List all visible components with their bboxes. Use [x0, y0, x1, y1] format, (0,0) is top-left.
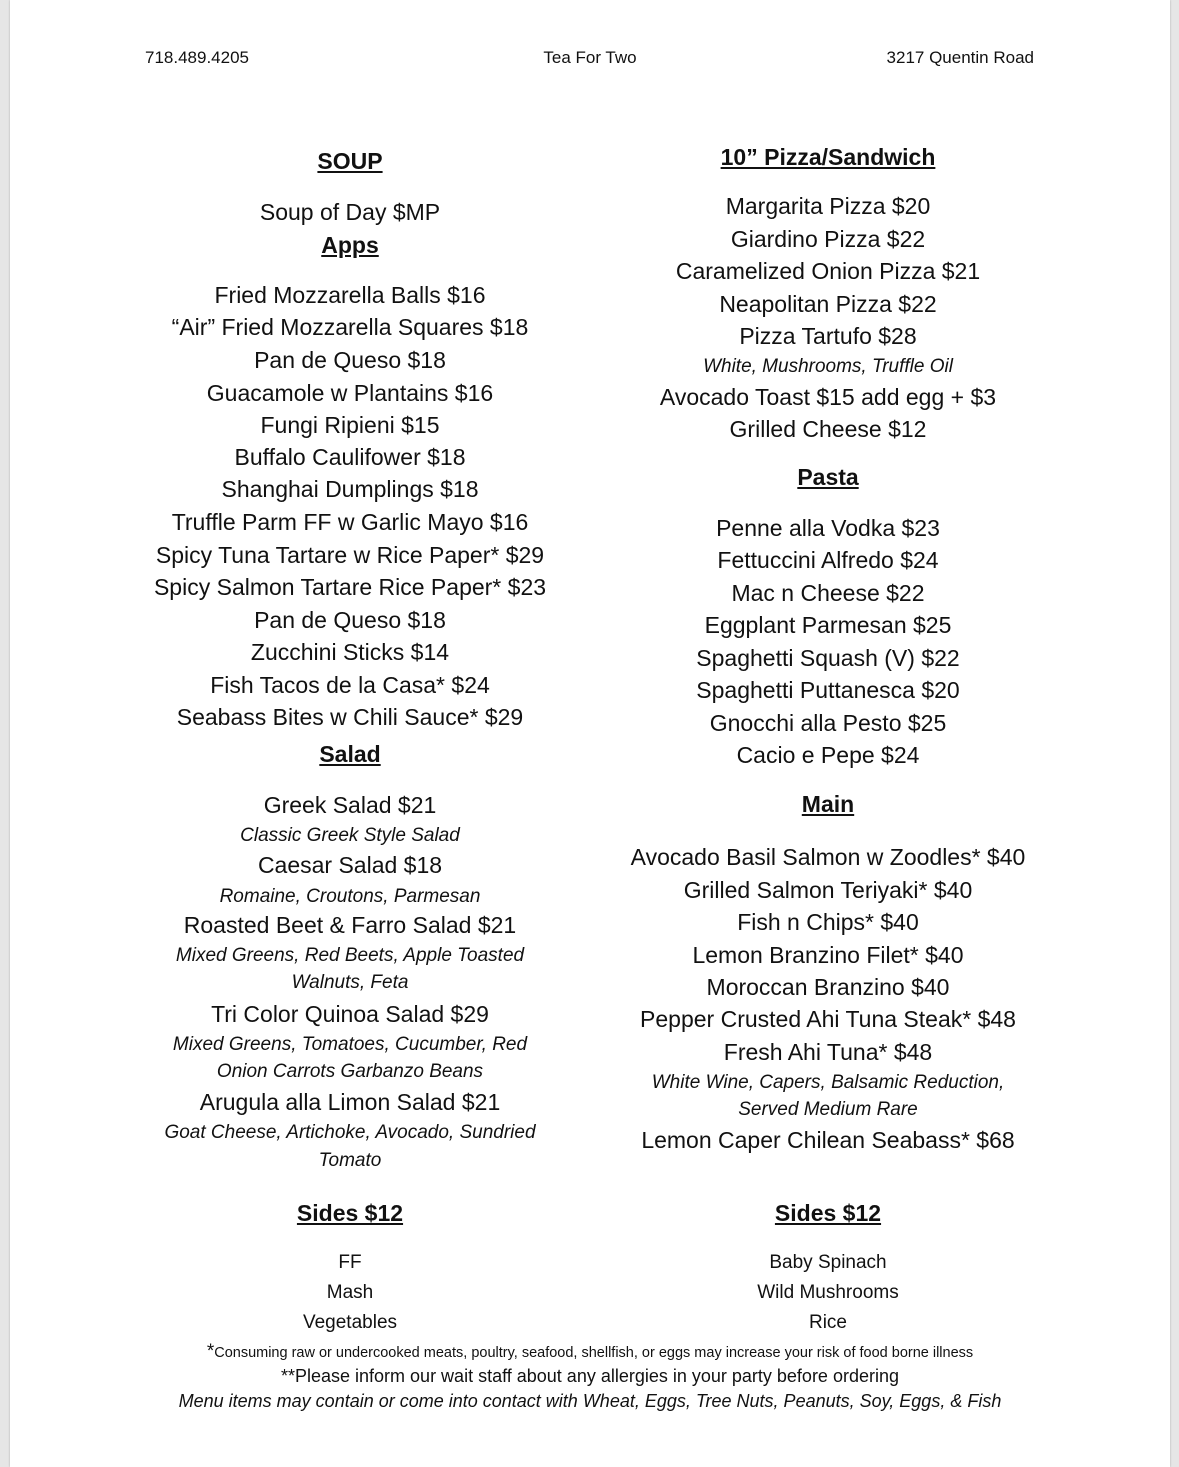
menu-item: Tri Color Quinoa Salad $29	[211, 1001, 489, 1027]
section-title-main: Main	[801, 791, 855, 817]
menu-item: Arugula alla Limon Salad $21	[199, 1089, 501, 1115]
allergy-notice: **Please inform our wait staff about any allergies in your party before ordering	[280, 1366, 899, 1386]
section-title-sides: Sides $12	[774, 1200, 882, 1226]
menu-item: Neapolitan Pizza $22	[719, 291, 937, 317]
menu-item: Spaghetti Puttanesca $20	[696, 677, 960, 703]
item-description: Mixed Greens, Tomatoes, Cucumber, Red	[172, 1034, 528, 1055]
menu-item: Soup of Day $MP	[259, 199, 441, 225]
menu-item: Grilled Cheese $12	[729, 416, 927, 442]
section-title-salad: Salad	[319, 741, 381, 767]
restaurant-address: 3217 Quentin Road	[886, 48, 1034, 67]
section-title-apps: Apps	[321, 232, 379, 258]
menu-item: Pan de Queso $18	[254, 347, 446, 373]
menu-item: Fish Tacos de la Casa* $24	[210, 672, 490, 698]
menu-item: Fresh Ahi Tuna* $48	[723, 1039, 933, 1065]
item-description: Onion Carrots Garbanzo Beans	[216, 1061, 484, 1082]
menu-item: Mac n Cheese $22	[731, 580, 925, 606]
menu-item: Pizza Tartufo $28	[739, 323, 917, 349]
menu-item: Caramelized Onion Pizza $21	[675, 258, 981, 284]
side-item: Vegetables	[302, 1312, 398, 1333]
menu-item: Moroccan Branzino $40	[706, 974, 950, 1000]
menu-item: Fettuccini Alfredo $24	[717, 547, 939, 573]
menu-item: Spaghetti Squash (V) $22	[696, 645, 960, 671]
item-description: Romaine, Croutons, Parmesan	[219, 886, 481, 907]
menu-item: Shanghai Dumplings $18	[221, 476, 479, 502]
side-item: Rice	[808, 1312, 847, 1333]
menu-item: Margarita Pizza $20	[725, 193, 931, 219]
item-description: White, Mushrooms, Truffle Oil	[703, 356, 953, 377]
menu-item: Seabass Bites w Chili Sauce* $29	[176, 704, 524, 730]
menu-item: Greek Salad $21	[263, 792, 437, 818]
item-description: Walnuts, Feta	[291, 972, 409, 993]
allergen-notice: Menu items may contain or come into contact with Wheat, Eggs, Tree Nuts, Peanuts, Soy, Eggs, & Fish	[178, 1391, 1002, 1411]
menu-item: Cacio e Pepe $24	[736, 742, 920, 768]
item-description: Tomato	[318, 1150, 382, 1171]
section-title-pizza: 10” Pizza/Sandwich	[720, 144, 936, 170]
side-item: Wild Mushrooms	[757, 1282, 899, 1303]
menu-item: Spicy Salmon Tartare Rice Paper* $23	[153, 574, 547, 600]
section-title-pasta: Pasta	[797, 464, 859, 490]
menu-item: Roasted Beet & Farro Salad $21	[183, 912, 517, 938]
side-item: Mash	[326, 1282, 374, 1303]
item-description: Classic Greek Style Salad	[240, 825, 460, 846]
section-title-soup: SOUP	[317, 148, 383, 174]
menu-item: Lemon Caper Chilean Seabass* $68	[641, 1127, 1015, 1153]
menu-page	[10, 0, 1170, 1467]
menu-item: Fish n Chips* $40	[737, 909, 919, 935]
asterisk: *	[206, 1341, 215, 1362]
phone-number: 718.489.4205	[145, 48, 249, 67]
menu-item: “Air” Fried Mozzarella Squares $18	[171, 314, 529, 340]
menu-item: Lemon Branzino Filet* $40	[692, 942, 964, 968]
menu-item: Pepper Crusted Ahi Tuna Steak* $48	[640, 1006, 1016, 1032]
menu-item: Fungi Ripieni $15	[260, 412, 440, 438]
menu-item: Penne alla Vodka $23	[716, 515, 940, 541]
menu-item: Gnocchi alla Pesto $25	[709, 710, 947, 736]
menu-item: Caesar Salad $18	[257, 852, 443, 878]
menu-item: Truffle Parm FF w Garlic Mayo $16	[171, 509, 529, 535]
menu-item: Avocado Toast $15 add egg + $3	[659, 384, 997, 410]
item-description: White Wine, Capers, Balsamic Reduction,	[651, 1072, 1005, 1093]
side-item: FF	[338, 1252, 362, 1273]
menu-item: Zucchini Sticks $14	[250, 639, 450, 665]
menu-item: Avocado Basil Salmon w Zoodles* $40	[630, 844, 1026, 870]
menu-item: Eggplant Parmesan $25	[704, 612, 952, 638]
menu-item: Giardino Pizza $22	[730, 226, 926, 252]
menu-item: Spicy Tuna Tartare w Rice Paper* $29	[155, 542, 545, 568]
item-description: Mixed Greens, Red Beets, Apple Toasted	[175, 945, 525, 966]
section-title-sides: Sides $12	[296, 1200, 404, 1226]
item-description: Goat Cheese, Artichoke, Avocado, Sundried	[164, 1122, 536, 1143]
restaurant-name: Tea For Two	[543, 48, 637, 67]
side-item: Baby Spinach	[769, 1252, 887, 1273]
raw-food-disclaimer	[10, 1341, 1170, 1363]
item-description: Served Medium Rare	[738, 1099, 918, 1120]
disclaimer-text: Consuming raw or undercooked meats, poultry, seafood, shellfish, or eggs may increase your risk of food borne illness	[214, 1345, 974, 1361]
menu-item: Pan de Queso $18	[254, 607, 446, 633]
menu-item: Guacamole w Plantains $16	[206, 380, 494, 406]
menu-item: Grilled Salmon Teriyaki* $40	[683, 877, 973, 903]
menu-item: Fried Mozzarella Balls $16	[214, 282, 486, 308]
menu-item: Buffalo Caulifower $18	[234, 444, 466, 470]
